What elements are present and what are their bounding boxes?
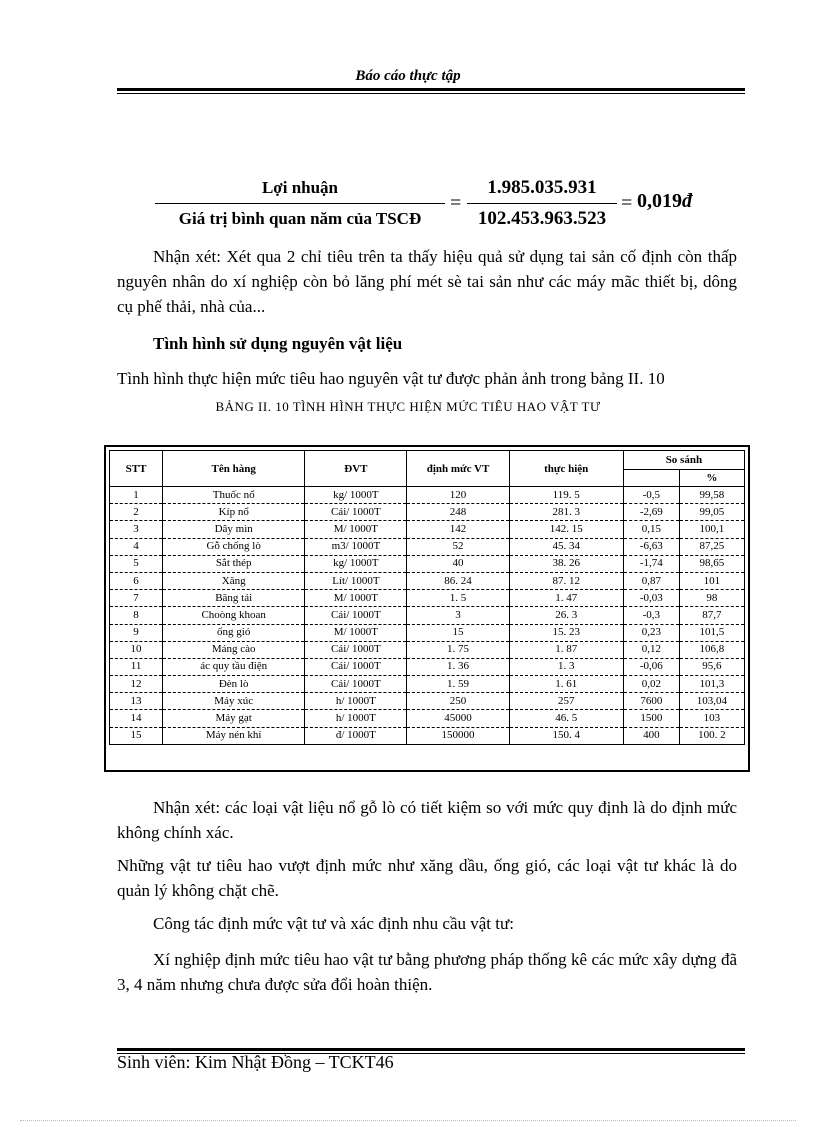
table-row xyxy=(110,572,745,589)
page-header-title: Báo cáo thực tập xyxy=(355,68,461,84)
cell-unit: m3/ 1000T xyxy=(305,538,407,555)
page-bottom-dotted-edge xyxy=(20,1120,796,1121)
cell-percent: 98 xyxy=(679,590,744,607)
cell-stt: 15 xyxy=(110,727,163,744)
cell-percent: 87,25 xyxy=(679,538,744,555)
cell-unit: kg/ 1000T xyxy=(305,487,407,504)
cell-diff: 0,87 xyxy=(623,572,679,589)
cell-stt: 11 xyxy=(110,658,163,675)
table-row xyxy=(110,676,745,693)
header-rule-thin xyxy=(117,93,745,94)
cell-norm: 142 xyxy=(407,521,509,538)
cell-percent: 106,8 xyxy=(679,641,744,658)
cell-diff: 0,12 xyxy=(623,641,679,658)
cell-norm: 86. 24 xyxy=(407,572,509,589)
cell-name: Xăng xyxy=(163,572,305,589)
cell-stt: 1 xyxy=(110,487,163,504)
cell-norm: 1. 5 xyxy=(407,590,509,607)
formula-numerator-value: 1.985.035.931 xyxy=(487,177,597,198)
cell-actual: 87. 12 xyxy=(509,572,623,589)
cell-norm: 40 xyxy=(407,555,509,572)
cell-actual: 38. 26 xyxy=(509,555,623,572)
table-row xyxy=(110,727,745,744)
consumption-table-frame xyxy=(104,445,750,772)
header-stt: STT xyxy=(110,451,163,487)
cell-actual: 119. 5 xyxy=(509,487,623,504)
cell-percent: 103 xyxy=(679,710,744,727)
table-row xyxy=(110,693,745,710)
cell-name: Kíp nổ xyxy=(163,504,305,521)
cell-stt: 13 xyxy=(110,693,163,710)
table-row xyxy=(110,521,745,538)
cell-norm: 1. 36 xyxy=(407,658,509,675)
table-body xyxy=(110,487,745,745)
cell-diff: -2,69 xyxy=(623,504,679,521)
cell-actual: 1. 3 xyxy=(509,658,623,675)
formula-result xyxy=(637,190,692,213)
table-caption: BẢNG II. 10 TÌNH HÌNH THỰC HIỆN MỨC TIÊU HAO VẬT TƯ xyxy=(215,399,601,414)
cell-unit: Lít/ 1000T xyxy=(305,572,407,589)
table-row xyxy=(110,710,745,727)
formula-numerator-label: Lợi nhuận xyxy=(261,178,339,197)
cell-stt: 6 xyxy=(110,572,163,589)
cell-norm: 45000 xyxy=(407,710,509,727)
cell-diff: 7600 xyxy=(623,693,679,710)
table-row xyxy=(110,624,745,641)
cell-unit: Cái/ 1000T xyxy=(305,641,407,658)
cell-diff: 400 xyxy=(623,727,679,744)
header-actual: thực hiện xyxy=(509,451,623,487)
table-row xyxy=(110,538,745,555)
header-diff xyxy=(623,470,679,487)
cell-stt: 12 xyxy=(110,676,163,693)
cell-name: Sắt thép xyxy=(163,555,305,572)
consumption-table xyxy=(109,450,745,745)
cell-norm: 15 xyxy=(407,624,509,641)
header-compare: So sánh xyxy=(623,451,744,470)
cell-unit: Cái/ 1000T xyxy=(305,607,407,624)
cell-name: Máy nén khí xyxy=(163,727,305,744)
cell-name: Băng tải xyxy=(163,590,305,607)
formula-result-value: 0,019 xyxy=(637,190,682,212)
header-percent: % xyxy=(679,470,744,487)
cell-percent: 101,5 xyxy=(679,624,744,641)
cell-percent: 103,04 xyxy=(679,693,744,710)
cell-stt: 2 xyxy=(110,504,163,521)
header-rule-thick xyxy=(117,88,745,91)
formula-denominator-value: 102.453.963.523 xyxy=(477,208,607,229)
cell-percent: 100. 2 xyxy=(679,727,744,744)
cell-diff: -0,03 xyxy=(623,590,679,607)
cell-actual: 15. 23 xyxy=(509,624,623,641)
cell-unit: M/ 1000T xyxy=(305,590,407,607)
remark-paragraph-2: Nhận xét: các loại vật liệu nổ gỗ lò có tiết kiệm so với mức quy định là do định mức không chính xác. xyxy=(117,798,737,842)
cell-percent: 99,05 xyxy=(679,504,744,521)
cell-norm: 1. 59 xyxy=(407,676,509,693)
cell-diff: 0,02 xyxy=(623,676,679,693)
cell-actual: 26. 3 xyxy=(509,607,623,624)
cell-percent: 98,65 xyxy=(679,555,744,572)
cell-name: Choòng khoan xyxy=(163,607,305,624)
formula-denominator-label: Giá trị bình quan năm của TSCĐ xyxy=(178,209,422,228)
cell-percent: 101,3 xyxy=(679,676,744,693)
table-row xyxy=(110,641,745,658)
footer-student-info: Sinh viên: Kim Nhật Đồng – TCKT46 xyxy=(117,1052,394,1072)
cell-diff: 0,15 xyxy=(623,521,679,538)
cell-unit: M/ 1000T xyxy=(305,624,407,641)
cell-name: Máy gạt xyxy=(163,710,305,727)
cell-norm: 1. 75 xyxy=(407,641,509,658)
cell-norm: 248 xyxy=(407,504,509,521)
cell-stt: 5 xyxy=(110,555,163,572)
formula-left-fraction xyxy=(155,176,445,231)
cell-stt: 7 xyxy=(110,590,163,607)
header-name: Tên hàng xyxy=(163,451,305,487)
cell-name: Máng cào xyxy=(163,641,305,658)
cell-percent: 100,1 xyxy=(679,521,744,538)
cell-actual: 1. 87 xyxy=(509,641,623,658)
cell-actual: 150. 4 xyxy=(509,727,623,744)
cell-stt: 14 xyxy=(110,710,163,727)
cell-percent: 101 xyxy=(679,572,744,589)
paragraph-5: Xí nghiệp định mức tiêu hao vật tư bằng phương pháp thống kê các mức xây dựng đã 3, 4 năm nhưng chưa được sửa đổi hoàn thiện. xyxy=(117,950,737,994)
cell-name: ác quy tầu điện xyxy=(163,658,305,675)
equals-sign: = xyxy=(621,192,633,214)
table-row xyxy=(110,487,745,504)
cell-diff: -0,3 xyxy=(623,607,679,624)
cell-unit: đ/ 1000T xyxy=(305,727,407,744)
cell-diff: -0,06 xyxy=(623,658,679,675)
cell-diff: -1,74 xyxy=(623,555,679,572)
cell-actual: 1. 61 xyxy=(509,676,623,693)
fraction-bar xyxy=(467,203,617,204)
cell-norm: 52 xyxy=(407,538,509,555)
formula-right-fraction xyxy=(467,176,617,231)
cell-stt: 10 xyxy=(110,641,163,658)
table-row xyxy=(110,555,745,572)
cell-percent: 87,7 xyxy=(679,607,744,624)
cell-name: Máy xúc xyxy=(163,693,305,710)
cell-actual: 45. 34 xyxy=(509,538,623,555)
cell-unit: M/ 1000T xyxy=(305,521,407,538)
section-heading: Tình hình sử dụng nguyên vật liệu xyxy=(153,334,403,353)
table-row xyxy=(110,590,745,607)
cell-actual: 142. 15 xyxy=(509,521,623,538)
cell-norm: 250 xyxy=(407,693,509,710)
efficiency-formula xyxy=(155,176,715,234)
table-row xyxy=(110,607,745,624)
cell-name: Đèn lò xyxy=(163,676,305,693)
cell-percent: 95,6 xyxy=(679,658,744,675)
cell-unit: Cái/ 1000T xyxy=(305,676,407,693)
table-row xyxy=(110,658,745,675)
cell-unit: Cái/ 1000T xyxy=(305,504,407,521)
cell-diff: -6,63 xyxy=(623,538,679,555)
cell-diff: -0,5 xyxy=(623,487,679,504)
cell-unit: h/ 1000T xyxy=(305,693,407,710)
footer-rule-thick xyxy=(117,1048,745,1051)
cell-actual: 257 xyxy=(509,693,623,710)
cell-stt: 3 xyxy=(110,521,163,538)
cell-norm: 150000 xyxy=(407,727,509,744)
paragraph-3: Những vật tư tiêu hao vượt định mức như xăng dầu, ống gió, các loại vật tư khác là do quản lý không chặt chẽ. xyxy=(117,856,737,900)
header-unit: ĐVT xyxy=(305,451,407,487)
cell-name: Thuốc nổ xyxy=(163,487,305,504)
cell-norm: 3 xyxy=(407,607,509,624)
cell-stt: 8 xyxy=(110,607,163,624)
table-row xyxy=(110,504,745,521)
cell-name: ống gió xyxy=(163,624,305,641)
cell-percent: 99,58 xyxy=(679,487,744,504)
cell-norm: 120 xyxy=(407,487,509,504)
remark-paragraph-1: Nhận xét: Xét qua 2 chỉ tiêu trên ta thấy hiệu quả sử dụng tai sản cố định còn thấp nguyên nhân do xí nghiệp còn bỏ lăng phí mét sè tai sản như các máy mãc thiết bị, dông cụ phế thải, nhà của... xyxy=(117,247,737,316)
paragraph-4: Công tác định mức vật tư và xác định nhu cầu vật tư: xyxy=(153,914,514,933)
header-norm: định mức VT xyxy=(407,451,509,487)
cell-stt: 9 xyxy=(110,624,163,641)
cell-name: Gỗ chống lò xyxy=(163,538,305,555)
equals-sign: = xyxy=(450,192,462,214)
cell-actual: 46. 5 xyxy=(509,710,623,727)
cell-stt: 4 xyxy=(110,538,163,555)
intro-paragraph: Tình hình thực hiện mức tiêu hao nguyên vật tư được phản ảnh trong bảng II. 10 xyxy=(117,369,665,388)
formula-result-unit: đ xyxy=(682,190,692,212)
cell-diff: 1500 xyxy=(623,710,679,727)
cell-unit: kg/ 1000T xyxy=(305,555,407,572)
cell-unit: Cái/ 1000T xyxy=(305,658,407,675)
fraction-bar xyxy=(155,203,445,204)
cell-unit: h/ 1000T xyxy=(305,710,407,727)
cell-name: Dây mìn xyxy=(163,521,305,538)
cell-actual: 281. 3 xyxy=(509,504,623,521)
cell-actual: 1. 47 xyxy=(509,590,623,607)
cell-diff: 0,23 xyxy=(623,624,679,641)
